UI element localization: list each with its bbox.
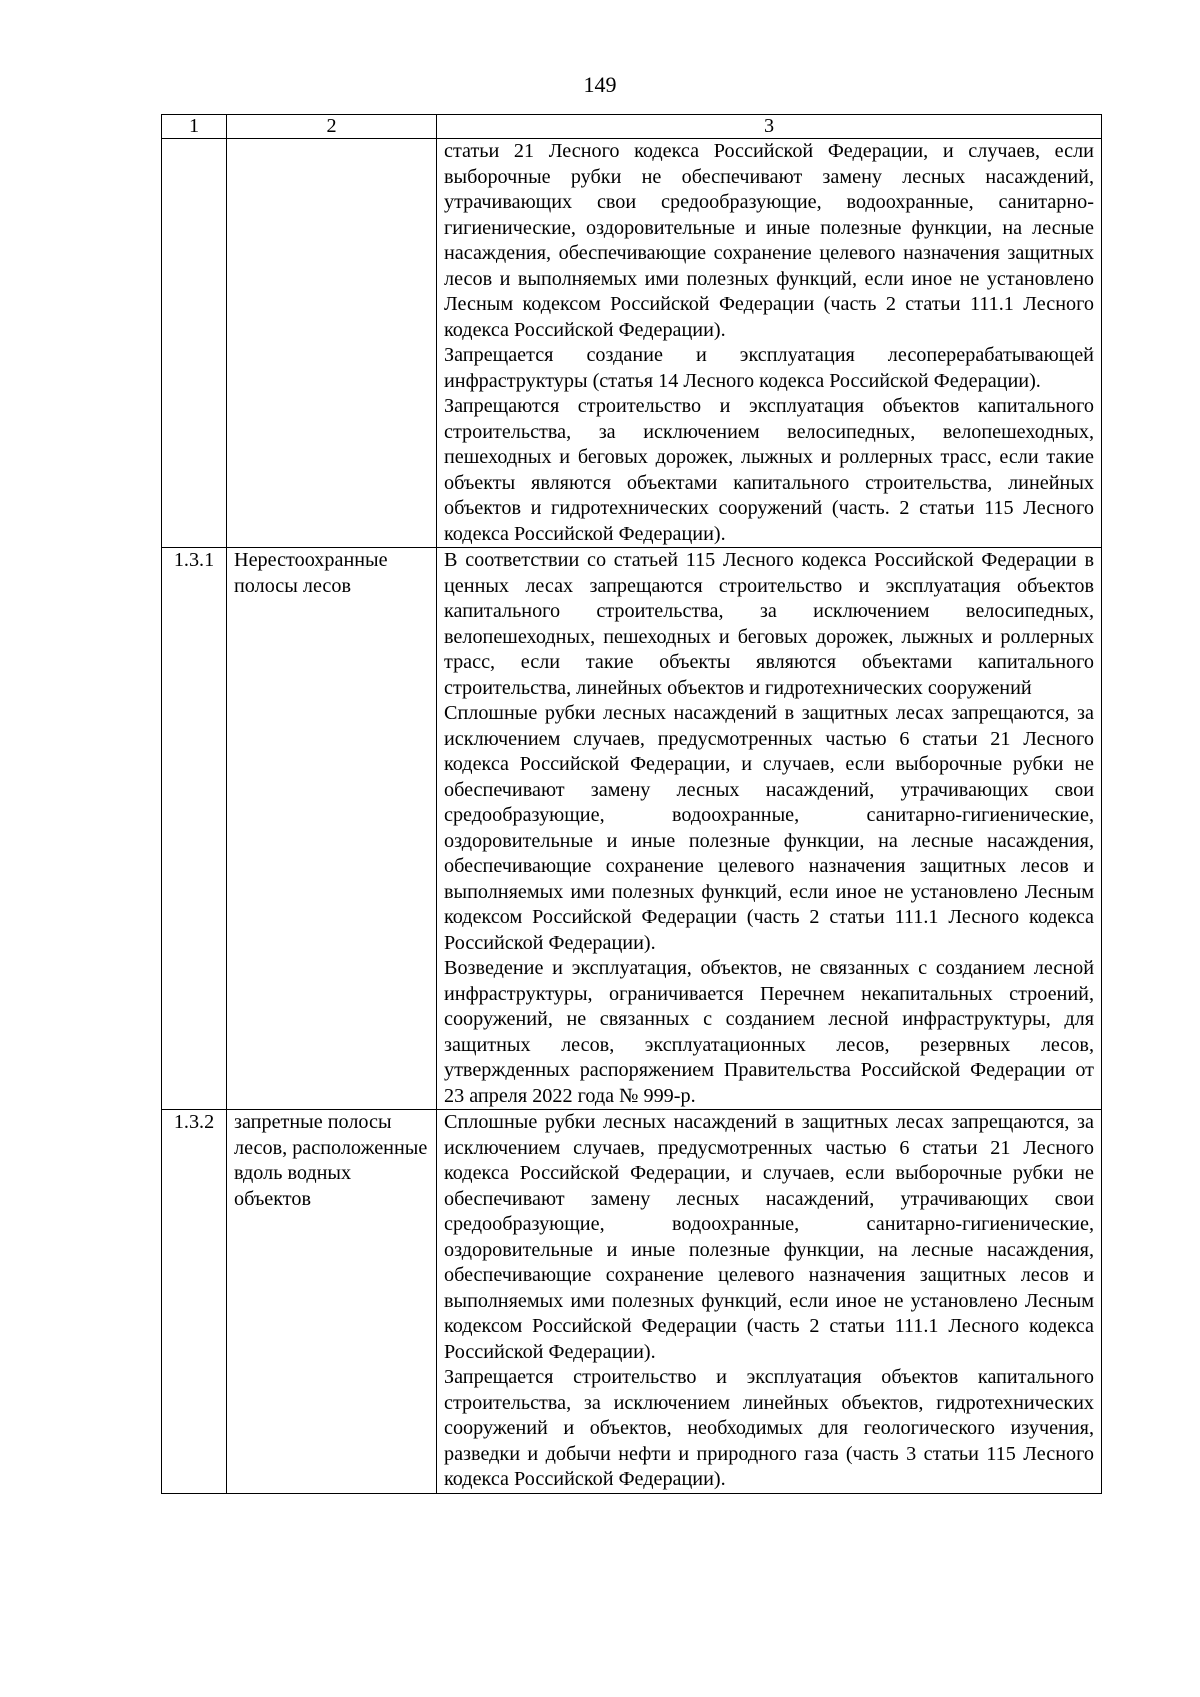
document-table [161, 114, 1102, 1494]
row-number [162, 139, 227, 548]
column-header-1: 1 [162, 115, 227, 139]
row-name: запретные полосы лесов, расположенные вдоль водных объектов [227, 1110, 437, 1494]
row-name [227, 139, 437, 548]
row-text [437, 548, 1102, 1110]
row-name: Нерестоохранные полосы лесов [227, 548, 437, 1110]
paragraph: Сплошные рубки лесных насаждений в защитных лесах запрещаются, за исключением случаев, предусмотренных частью 6 статьи 21 Лесного кодекса Российской Федерации, и случаев, если выборочные рубки не обеспечивают замену лесных насаждений, утрачивающих свои средообразующие, водоохранные, санитарно-гигиенические, оздоровительные и иные полезные функции, на лесные насаждения, обеспечивающие сохранение целевого назначения защитных лесов и выполняемых ими полезных функций, если иное не установлено Лесным кодексом Российской Федерации (часть 2 статьи 111.1 Лесного кодекса Российской Федерации). [444, 1111, 1094, 1363]
table-header-row [162, 115, 1102, 139]
column-header-3: 3 [437, 115, 1102, 139]
row-number: 1.3.1 [162, 548, 227, 1110]
column-header-2: 2 [227, 115, 437, 139]
paragraph: Возведение и эксплуатация, объектов, не связанных с созданием лесной инфраструктуры, ограничивается Перечнем некапитальных строений, сооружений, не связанных с созданием лесной инфраструктуры, для защитных лесов, эксплуатационных лесов, резервных лесов, утвержденных распоряжением Правительства Российской Федерации от 23 апреля 2022 года № 999-р. [444, 957, 1094, 1107]
row-text [437, 1110, 1102, 1494]
paragraph: Запрещается создание и эксплуатация лесоперерабатывающей инфраструктуры (статья 14 Лесного кодекса Российской Федерации). [444, 344, 1094, 392]
paragraph: Запрещается строительство и эксплуатация объектов капитального строительства, за исключением линейных объектов, гидротехнических сооружений и объектов, необходимых для геологического изучения, разведки и добычи нефти и природного газа (часть 3 статьи 115 Лесного кодекса Российской Федерации). [444, 1366, 1094, 1490]
row-number: 1.3.2 [162, 1110, 227, 1494]
table-row [162, 139, 1102, 548]
row-text [437, 139, 1102, 548]
table-row [162, 548, 1102, 1110]
page-number: 149 [583, 72, 617, 97]
paragraph: В соответствии со статьей 115 Лесного кодекса Российской Федерации в ценных лесах запрещаются строительство и эксплуатация объектов капитального строительства, за исключением велосипедных, велопешеходных, пешеходных и беговых дорожек, лыжных и роллерных трасс, если такие объекты являются объектами капитального строительства, линейных объектов и гидротехнических сооружений [444, 549, 1094, 699]
paragraph: Запрещаются строительство и эксплуатация объектов капитального строительства, за исключением велосипедных, велопешеходных, пешеходных и беговых дорожек, лыжных и роллерных трасс, если такие объекты являются объектами капитального строительства, линейных объектов и гидротехнических сооружений (часть. 2 статьи 115 Лесного кодекса Российской Федерации). [444, 395, 1094, 545]
paragraph: Сплошные рубки лесных насаждений в защитных лесах запрещаются, за исключением случаев, предусмотренных частью 6 статьи 21 Лесного кодекса Российской Федерации, и случаев, если выборочные рубки не обеспечивают замену лесных насаждений, утрачивающих свои средообразующие, водоохранные, санитарно-гигиенические, оздоровительные и иные полезные функции, на лесные насаждения, обеспечивающие сохранение целевого назначения защитных лесов и выполняемых ими полезных функций, если иное не установлено Лесным кодексом Российской Федерации (часть 2 статьи 111.1 Лесного кодекса Российской Федерации). [444, 702, 1094, 954]
table-row [162, 1110, 1102, 1494]
paragraph: статьи 21 Лесного кодекса Российской Федерации, и случаев, если выборочные рубки не обеспечивают замену лесных насаждений, утрачивающих свои средообразующие, водоохранные, санитарно-гигиенические, оздоровительные и иные полезные функции, на лесные насаждения, обеспечивающие сохранение целевого назначения защитных лесов и выполняемых ими полезных функций, если иное не установлено Лесным кодексом Российской Федерации (часть 2 статьи 111.1 Лесного кодекса Российской Федерации). [444, 140, 1094, 341]
